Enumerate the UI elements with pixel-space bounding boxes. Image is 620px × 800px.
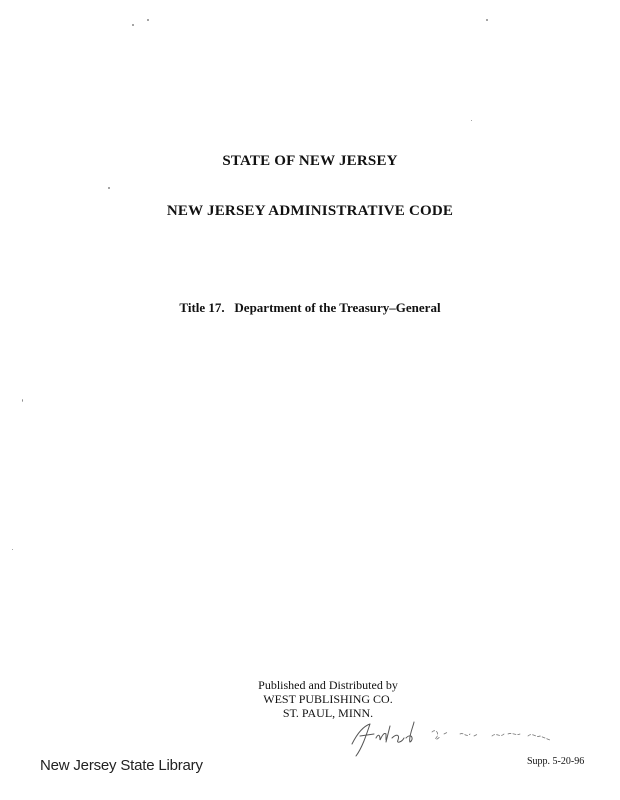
scan-speck — [486, 19, 488, 21]
library-stamp: New Jersey State Library — [40, 757, 203, 774]
scan-speck — [12, 549, 13, 550]
scan-speck — [22, 399, 23, 402]
heading-administrative-code: NEW JERSEY ADMINISTRATIVE CODE — [166, 203, 454, 219]
handwritten-signature — [340, 710, 570, 760]
scan-speck — [147, 19, 149, 21]
scan-speck — [108, 187, 110, 189]
publisher-line-1: Published and Distributed by — [258, 678, 398, 692]
publisher-line-3: ST. PAUL, MINN. — [282, 706, 374, 720]
title-line: Title 17. Department of the Treasury–General — [179, 300, 441, 315]
publisher-line-2: WEST PUBLISHING CO. — [263, 692, 393, 706]
scan-speck — [471, 120, 472, 121]
scan-speck — [132, 24, 134, 26]
supplement-date: Supp. 5-20-96 — [527, 756, 585, 767]
heading-state: STATE OF NEW JERSEY — [222, 153, 398, 169]
